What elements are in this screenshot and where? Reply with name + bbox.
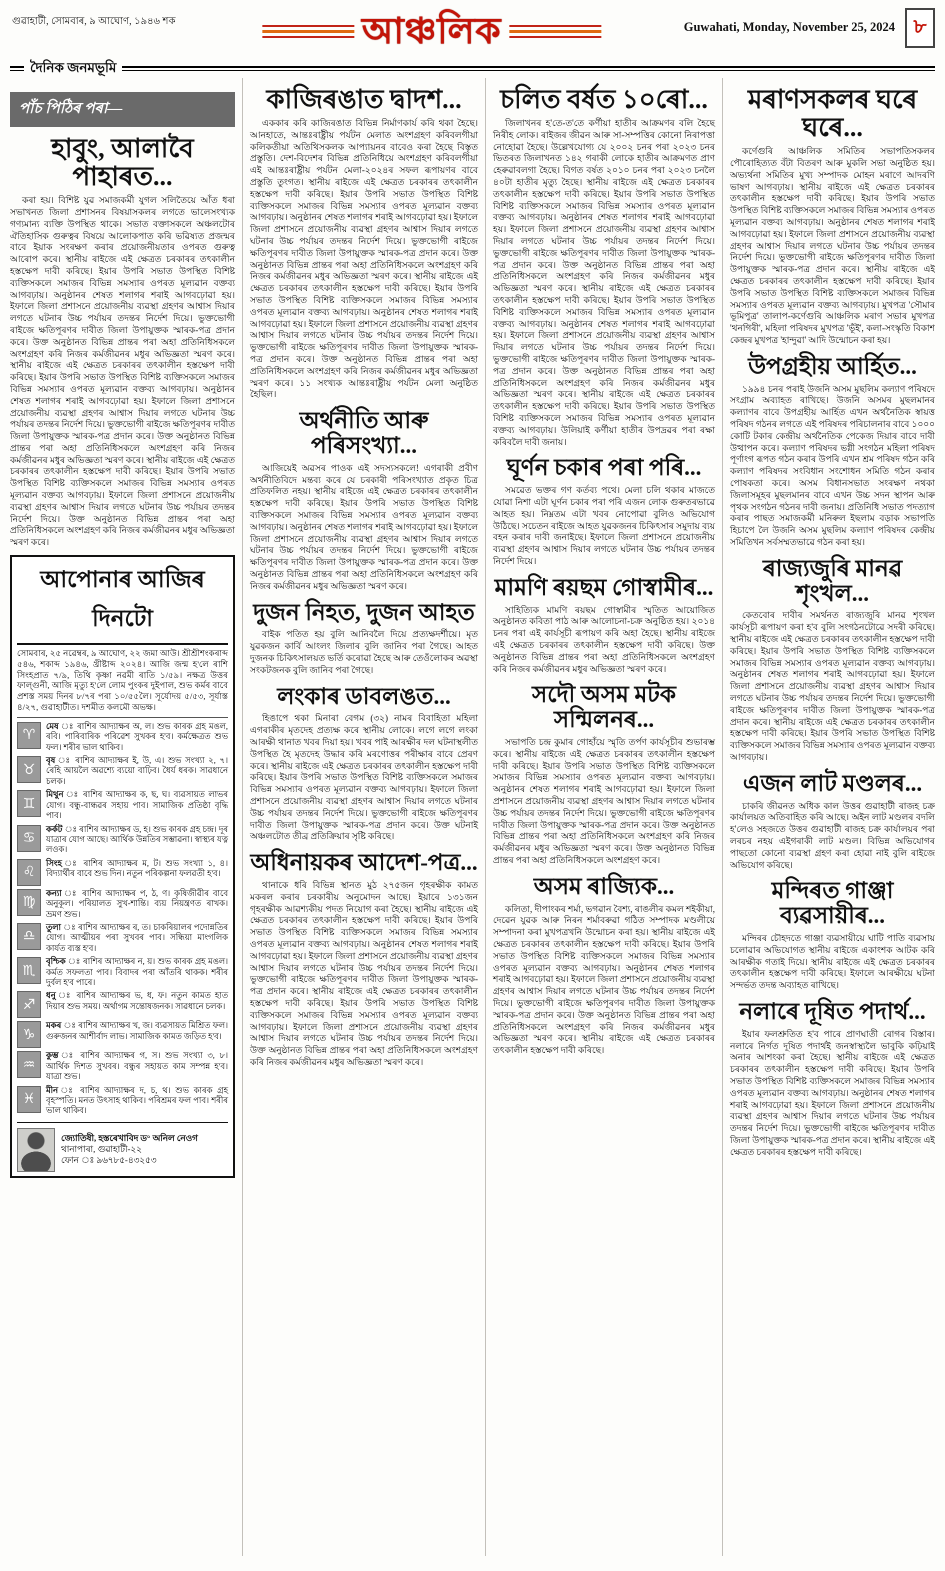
nameline-rule-right bbox=[122, 66, 935, 71]
zodiac-scorpio-icon: ♏ bbox=[17, 957, 41, 984]
article-kaziranga bbox=[250, 86, 478, 401]
article-human-chain bbox=[730, 557, 935, 764]
article-ferris-wheel bbox=[493, 456, 715, 567]
horoscope-sign-row bbox=[17, 923, 228, 954]
astrologer-name: জ্যোতিষী, হস্তৰেখাবিদ ড° অনিল নেওগ bbox=[61, 1133, 198, 1144]
zodiac-name: মেষ bbox=[46, 721, 59, 731]
article-body: কেতবোৰ দাবীৰ সমৰ্থনত ৰাজ্যজুৰি মানৱ শৃংখল কাৰ্যসূচী ৰূপায়ণ কৰা হ'ব বুলি সংগঠনটোৱে সদৰী কৰিছে। স্থানীয় ৰাইজে এই ক্ষেত্ৰত চৰকাৰৰ তৎকালীন হস্তক্ষেপ দাবী কৰিছে। ইয়াৰ উপৰি সভাত উপস্থিত বিশিষ্ট ব্যক্তিসকলে সমাজৰ বিভিন্ন সমস্যাৰ ওপৰত মূল্যৱান বক্তব্য আগবঢ়ায়। অনুষ্ঠানৰ শেষত শলাগৰ শৰাই আগবঢ়োৱা হয়। ইফালে জিলা প্ৰশাসনে প্ৰয়োজনীয় ব্যৱস্থা গ্ৰহণৰ আশ্বাস দিয়াৰ লগতে ঘটনাৰ উচ্চ পৰ্যায়ৰ তদন্তৰ নিৰ্দেশ দিয়ে। ভুক্তভোগী ৰাইজে ক্ষতিপূৰণৰ দাবীত জিলা উপায়ুক্তক স্মাৰক-পত্ৰ প্ৰদান কৰে। স্থানীয় ৰাইজে এই ক্ষেত্ৰত চৰকাৰৰ তৎকালীন হস্তক্ষেপ দাবী কৰিছে। ইয়াৰ উপৰি সভাত উপস্থিত বিশিষ্ট ব্যক্তিসকলে সমাজৰ বিভিন্ন সমস্যাৰ ওপৰত মূল্যৱান বক্তব্য আগবঢ়ায়। bbox=[730, 610, 935, 762]
article-headline: কাজিৰঙাত দ্বাদশ... bbox=[266, 85, 462, 114]
article-economy bbox=[250, 409, 478, 592]
nameline-rule-left bbox=[10, 66, 24, 71]
article-body: হিঙাপে থকা মিনাৰা বেগম (৩২) নামৰ বিবাহিতা মহিলা এগৰাকীৰ মৃতদেহ প্ৰত্যক্ষ কৰে স্থানীয় লোকে। লগে লগে লংকা আৰক্ষী থানাত খবৰ দিয়া হয়। খবৰ পাই আৰক্ষীৰ দল ঘটনাস্থলীত উপস্থিত হৈ মৃতদেহ উদ্ধাৰ কৰি মৰণোত্তৰ পৰীক্ষাৰ বাবে প্ৰেৰণ কৰে। স্থানীয় ৰাইজে এই ক্ষেত্ৰত চৰকাৰৰ তৎকালীন হস্তক্ষেপ দাবী কৰিছে। ইয়াৰ উপৰি সভাত উপস্থিত বিশিষ্ট ব্যক্তিসকলে সমাজৰ বিভিন্ন সমস্যাৰ ওপৰত মূল্যৱান বক্তব্য আগবঢ়ায়। ইফালে জিলা প্ৰশাসনে প্ৰয়োজনীয় ব্যৱস্থা গ্ৰহণৰ আশ্বাস দিয়াৰ লগতে ঘটনাৰ উচ্চ পৰ্যায়ৰ তদন্তৰ নিৰ্দেশ দিয়ে। ভুক্তভোগী ৰাইজে ক্ষতিপূৰণৰ দাবীত জিলা উপায়ুক্তক স্মাৰক-পত্ৰ প্ৰদান কৰে। উক্ত ঘটনাই অঞ্চলটোত তীব্ৰ প্ৰতিক্ৰিয়াৰ সৃষ্টি কৰিছে। bbox=[250, 713, 478, 842]
horoscope-sign-row bbox=[17, 1086, 228, 1117]
article-temple-ganja bbox=[730, 879, 935, 992]
horoscope-sign-row bbox=[17, 957, 228, 988]
zodiac-forecast: ঃ ৰাশিৰ আদ্যাক্ষৰ গ, স। শুভ সংখ্যা ৩, ৮। আৰ্থিক দিশত সুখবৰ। বন্ধুৰ সহায়ত কাম সম্পন্ন হ'ব। যাত্ৰা শুভ। bbox=[46, 1051, 228, 1082]
astrologer-address: থানাপাৰা, গুৱাহাটী-২২ bbox=[61, 1144, 142, 1155]
horoscope-sign-row bbox=[17, 756, 228, 787]
zodiac-name: বৃশ্চিক bbox=[46, 957, 66, 967]
zodiac-name: তুলা bbox=[46, 922, 61, 932]
astrologer-contact bbox=[17, 1122, 228, 1172]
astrologer-phone: ফোন ঃ ৯৬৭৮৫-৪৩২৫৩ bbox=[61, 1155, 157, 1166]
article-satellite-council bbox=[730, 355, 935, 549]
article-headline: অৰ্থনীতি আৰু পৰিসংখ্যা... bbox=[299, 408, 429, 459]
article-body: থানাকে ধৰি বিভিন্ন স্থানত মুঠ ২৭৫জন গৃহৰক্ষীক কামত মকৰল কৰাৰ চৰকাৰীয় অনুমোদন আছে। ইয়াৰে ১৩১জন গৃহৰক্ষীক আৱশ্যকীয় পদত নিয়োগ কৰা হৈছে। স্থানীয় ৰাইজে এই ক্ষেত্ৰত চৰকাৰৰ তৎকালীন হস্তক্ষেপ দাবী কৰিছে। ইয়াৰ উপৰি সভাত উপস্থিত বিশিষ্ট ব্যক্তিসকলে সমাজৰ বিভিন্ন সমস্যাৰ ওপৰত মূল্যৱান বক্তব্য আগবঢ়ায়। অনুষ্ঠানৰ শেষত শলাগৰ শৰাই আগবঢ়োৱা হয়। ইফালে জিলা প্ৰশাসনে প্ৰয়োজনীয় ব্যৱস্থা গ্ৰহণৰ আশ্বাস দিয়াৰ লগতে ঘটনাৰ উচ্চ পৰ্যায়ৰ তদন্তৰ নিৰ্দেশ দিয়ে। ভুক্তভোগী ৰাইজে ক্ষতিপূৰণৰ দাবীত জিলা উপায়ুক্তক স্মাৰক-পত্ৰ প্ৰদান কৰে। স্থানীয় ৰাইজে এই ক্ষেত্ৰত চৰকাৰৰ তৎকালীন হস্তক্ষেপ দাবী কৰিছে। ইয়াৰ উপৰি সভাত উপস্থিত বিশিষ্ট ব্যক্তিসকলে সমাজৰ বিভিন্ন সমস্যাৰ ওপৰত মূল্যৱান বক্তব্য আগবঢ়ায়। ইফালে জিলা প্ৰশাসনে প্ৰয়োজনীয় ব্যৱস্থা গ্ৰহণৰ আশ্বাস দিয়াৰ লগতে ঘটনাৰ উচ্চ পৰ্যায়ৰ তদন্তৰ নিৰ্দেশ দিয়ে। উক্ত অনুষ্ঠানত বিভিন্ন প্ৰান্তৰ পৰা অহা প্ৰতিনিধিসকলে অংশগ্ৰহণ কৰি নিজৰ কৰ্মজীৱনৰ মধুৰ অভিজ্ঞতা স্মৰণ কৰে। bbox=[250, 880, 478, 1068]
horoscope-title: আপোনাৰ আজিৰ দিনটো bbox=[17, 561, 228, 645]
zodiac-forecast: ঃ ৰাশিৰ আদ্যাক্ষৰ প, ঠ, ণ। কৃষিজীৱীৰ বাবে অনুকূল। পৰিয়ালত সুখ-শান্তি। ব্যয় নিয়ন্ত্ৰণত ৰাখক। ভ্ৰমণ শুভ। bbox=[46, 888, 228, 919]
continued-from-kicker: পাঁচ পিঠিৰ পৰা— bbox=[10, 92, 235, 127]
horoscope-sign-row bbox=[17, 1051, 228, 1082]
article-headline: লংকাৰ ডাবলঙত... bbox=[277, 683, 451, 709]
zodiac-forecast: ঃ ৰাশিৰ আদ্যাক্ষৰ ন, য়। শুভ কাৰক গ্ৰহ মঙল। কৰ্মত সফলতা পাব। বিবাদৰ পৰা আঁতৰি থাকক। শৰীৰ দুৰ্বল হ'ব পাৰে। bbox=[46, 957, 228, 987]
article-body: বাইক পতিত হয় বুলি আনিবলৈ দিয়ে প্ৰত্যক্ষদৰ্শীয়ে। মৃত যুৱকজন কাৰ্বি আংলং জিলাৰ বুলি জানিব পৰা গৈছে। আহত দুজনক চিকিৎসালয়ত ভৰ্তি কৰোৱা হৈছে আৰু তেওঁলোকৰ অৱস্থা সংকটজনক বুলি জানিব পৰা গৈছে। bbox=[250, 629, 478, 675]
article-headline: হাবুং, আলাবৈ পাহাৰত... bbox=[51, 134, 194, 192]
horoscope-sign-row bbox=[17, 790, 228, 821]
article-headline: চলিত বৰ্ষত ১০ৰো... bbox=[500, 85, 708, 114]
column-4 bbox=[723, 78, 935, 1556]
paper-name: দৈনিক জনমভূমি bbox=[30, 59, 117, 75]
article-moran bbox=[730, 86, 935, 347]
zodiac-name: মিথুন bbox=[46, 790, 64, 800]
zodiac-sagittarius-icon: ♐ bbox=[17, 991, 41, 1018]
article-drain-pollution bbox=[730, 1000, 935, 1159]
article-headline: ৰাজ্যজুৰি মানৱ শৃংখল... bbox=[762, 555, 903, 606]
dateline-english: Guwahati, Monday, November 25, 2024 bbox=[683, 20, 895, 34]
masthead-rule-left-icon bbox=[262, 25, 354, 38]
page-number-badge: ৮ bbox=[905, 8, 935, 48]
zodiac-cancer-icon: ♋ bbox=[17, 825, 41, 852]
article-headline: ঘূৰ্ণন চকাৰ পৰা পৰি... bbox=[506, 455, 702, 481]
article-assam-rajyik bbox=[493, 875, 715, 1057]
zodiac-virgo-icon: ♍ bbox=[17, 889, 41, 916]
article-headline: নলাৰে দূষিত পদাৰ্থ... bbox=[739, 998, 926, 1024]
article-body: সভাপতি চন্দ্ৰ কুমাৰ গোহাঁয়ে স্মৃতি তৰ্পণ কাৰ্যসূচীৰ শুভাৰম্ভ কৰে। স্থানীয় ৰাইজে এই ক্ষেত্ৰত চৰকাৰৰ তৎকালীন হস্তক্ষেপ দাবী কৰিছে। ইয়াৰ উপৰি সভাত উপস্থিত বিশিষ্ট ব্যক্তিসকলে সমাজৰ বিভিন্ন সমস্যাৰ ওপৰত মূল্যৱান বক্তব্য আগবঢ়ায়। অনুষ্ঠানৰ শেষত শলাগৰ শৰাই আগবঢ়োৱা হয়। ইফালে জিলা প্ৰশাসনে প্ৰয়োজনীয় ব্যৱস্থা গ্ৰহণৰ আশ্বাস দিয়াৰ লগতে ঘটনাৰ উচ্চ পৰ্যায়ৰ তদন্তৰ নিৰ্দেশ দিয়ে। ভুক্তভোগী ৰাইজে ক্ষতিপূৰণৰ দাবীত জিলা উপায়ুক্তক স্মাৰক-পত্ৰ প্ৰদান কৰে। উক্ত অনুষ্ঠানত বিভিন্ন প্ৰান্তৰ পৰা অহা প্ৰতিনিধিসকলে অংশগ্ৰহণ কৰি নিজৰ কৰ্মজীৱনৰ মধুৰ অভিজ্ঞতা স্মৰণ কৰে। উক্ত অনুষ্ঠানত বিভিন্ন প্ৰান্তৰ পৰা অহা প্ৰতিনিধিসকলে অংশগ্ৰহণ কৰে। bbox=[493, 737, 715, 866]
zodiac-forecast: ঃ ৰাশিৰ আদ্যাক্ষৰ অ, ল। শুভ কাৰক গ্ৰহ মঙল, ৰবি। পাৰিবাৰিক পৰিৱেশ সুখকৰ হ'ব। কৰ্মক্ষেত্ৰত শুভ ফল। শৰীৰ ভাল থাকিব। bbox=[46, 721, 228, 752]
zodiac-forecast: ঃ ৰাশিৰ আদ্যাক্ষৰ ড, হ। শুভ কাৰক গ্ৰহ চন্দ্ৰ। দূৰ যাত্ৰাৰ যোগ আছে। আৰ্থিক উন্নতিৰ সম্ভাৱনা। স্বাস্থ্যৰ যত্ন লওক। bbox=[46, 824, 228, 855]
article-matak-sanmilan bbox=[493, 683, 715, 866]
zodiac-name: বৃষ bbox=[46, 756, 56, 766]
zodiac-pisces-icon: ♓ bbox=[17, 1086, 41, 1113]
zodiac-taurus-icon: ♉ bbox=[17, 756, 41, 783]
article-headline: এজন লাট মণ্ডলৰ... bbox=[742, 770, 923, 796]
zodiac-name: ধনু bbox=[46, 991, 56, 1001]
horoscope-sign-row bbox=[17, 1021, 228, 1048]
article-lanka bbox=[250, 685, 478, 844]
article-body: জিলাখনৰ হ'তে-ত'তে কৰ্ণীয়া হাতীৰ আক্ৰমণৰ বলি হৈছে নিৰীহ লোক। ৰাইজৰ জীৱন আৰু সা-সম্পত্তিৰ কোনো নিৰাপত্তা নোহোৱা হৈছে। উল্লেখযোগ্য যে ২০০২ চনৰ পৰা ২০২৩ চনৰ ভিতৰত জিলাখনত ১৪২ গৰাকী লোকে হাতীৰ আক্ৰমণত প্ৰাণ হেৰুৱাবলগা হৈছে। বিগত বৰ্ষত ২০১০ চনৰ পৰা ২০২৩ চনলৈ ৪০টা হাতীৰ মৃত্যু হৈছে। স্থানীয় ৰাইজে এই ক্ষেত্ৰত চৰকাৰৰ তৎকালীন হস্তক্ষেপ দাবী কৰিছে। ইয়াৰ উপৰি সভাত উপস্থিত বিশিষ্ট ব্যক্তিসকলে সমাজৰ বিভিন্ন সমস্যাৰ ওপৰত মূল্যৱান বক্তব্য আগবঢ়ায়। অনুষ্ঠানৰ শেষত শলাগৰ শৰাই আগবঢ়োৱা হয়। ইফালে জিলা প্ৰশাসনে প্ৰয়োজনীয় ব্যৱস্থা গ্ৰহণৰ আশ্বাস দিয়াৰ লগতে ঘটনাৰ উচ্চ পৰ্যায়ৰ তদন্তৰ নিৰ্দেশ দিয়ে। ভুক্তভোগী ৰাইজে ক্ষতিপূৰণৰ দাবীত জিলা উপায়ুক্তক স্মাৰক-পত্ৰ প্ৰদান কৰে। উক্ত অনুষ্ঠানত বিভিন্ন প্ৰান্তৰ পৰা অহা প্ৰতিনিধিসকলে অংশগ্ৰহণ কৰি নিজৰ কৰ্মজীৱনৰ মধুৰ অভিজ্ঞতা স্মৰণ কৰে। স্থানীয় ৰাইজে এই ক্ষেত্ৰত চৰকাৰৰ তৎকালীন হস্তক্ষেপ দাবী কৰিছে। ইয়াৰ উপৰি সভাত উপস্থিত বিশিষ্ট ব্যক্তিসকলে সমাজৰ বিভিন্ন সমস্যাৰ ওপৰত মূল্যৱান বক্তব্য আগবঢ়ায়। অনুষ্ঠানৰ শেষত শলাগৰ শৰাই আগবঢ়োৱা হয়। ইফালে জিলা প্ৰশাসনে প্ৰয়োজনীয় ব্যৱস্থা গ্ৰহণৰ আশ্বাস দিয়াৰ লগতে ঘটনাৰ উচ্চ পৰ্যায়ৰ তদন্তৰ নিৰ্দেশ দিয়ে। ভুক্তভোগী ৰাইজে ক্ষতিপূৰণৰ দাবীত জিলা উপায়ুক্তক স্মাৰক-পত্ৰ প্ৰদান কৰে। উক্ত অনুষ্ঠানত বিভিন্ন প্ৰান্তৰ পৰা অহা প্ৰতিনিধিসকলে অংশগ্ৰহণ কৰি নিজৰ কৰ্মজীৱনৰ মধুৰ অভিজ্ঞতা স্মৰণ কৰে। স্থানীয় ৰাইজে এই ক্ষেত্ৰত চৰকাৰৰ তৎকালীন হস্তক্ষেপ দাবী কৰিছে। ইয়াৰ উপৰি সভাত উপস্থিত বিশিষ্ট ব্যক্তিসকলে সমাজৰ বিভিন্ন সমস্যাৰ ওপৰত মূল্যৱান বক্তব্য আগবঢ়ায়। উলিয়াই কৰ্ণীয়া হাতীৰ উপদ্ৰৱৰ পৰা ৰক্ষা কৰিবলৈ দাবী জনায়। bbox=[493, 118, 715, 447]
zodiac-aquarius-icon: ♒ bbox=[17, 1051, 41, 1078]
zodiac-forecast: ঃ ৰাশিৰ আদ্যাক্ষৰ ক, ছ, ঘ। ব্যৱসায়ত লাভৰ যোগ। বন্ধু-বান্ধৱৰ সহায় পাব। সামাজিক প্ৰতিষ্ঠা বৃদ্ধি পাব। bbox=[46, 790, 228, 821]
article-headline: সদৌ অসম মটক সন্মিলনৰ... bbox=[532, 682, 676, 733]
column-1 bbox=[10, 78, 243, 1556]
article-body: ১৯৯৪ চনৰ পৰাই উজনি অসম মুছলিম কল্যাণ পৰিষদে সংগ্ৰাম অব্যাহত ৰাখিছে। উজনি অসমৰ মুছলমানৰ কল্যাণৰ বাবে উপগ্ৰহীয় আৰ্হিত এখন অৰ্থনৈতিক স্বায়ত্ত পৰিষদ গঠনৰ লগতে এই পৰিষদৰ পৰিচালনাৰ বাবে ১০০০ কোটি টকাৰ কেন্দ্ৰীয় অৰ্থনৈতিক পেকেজ দিয়াৰ বাবে দাবী উত্থাপন কৰে। কল্যাণ পৰিষদৰ ভগ্নী সংগঠন মহিলা পৰিষদ পূৰ্ণাংগ ৰূপত গঠন কৰাৰ উপৰি এখন শ্ৰম পৰিষদ গঠন কৰি কল্যাণ পৰিষদৰ সংবিধান সংশোধন সমিতি গঠন কৰাৰ পোষকতা কৰে। অসম বিধানসভাত সংৰক্ষণ নথকা জিলাসমূহৰ মুছলমানৰ বাবে এখন উচ্চ সদন স্থাপন আৰু পৃথক সংগঠন গঠনৰ দাবী জনায়। প্ৰতিনিধি সভাত পদত্যাগ কৰাৰ পাছত সমাজকৰ্মী মনিৰুল ইছলাম বড়াক সভাপতি হিচাপে লৈ উজনি অসম মুছলিম কল্যাণ পৰিষদৰ কেন্দ্ৰীয় সমিতিখন সৰ্বসম্মতভাৱে গঠন কৰা হয়। bbox=[730, 383, 935, 547]
article-body: এককাৰ কৰি কাজিৰঙাত বিভিন্ন নিৰ্মাণকাৰ্য কৰি থকা হৈছে। আনহাতে, আন্তঃৰাষ্ট্ৰীয় পৰ্যটন মেলাত অংশগ্ৰহণ কৰিবলগীয়া কলিকতীয়া অতিথিসকলক আপ্যায়নৰ বাবেও কৰা হৈছে বিস্তৃত প্ৰস্তুতি। দেশ-বিদেশৰ বিভিন্ন প্ৰতিনিধিয়ে অংশগ্ৰহণ কৰিবলগীয়া এই আন্তঃৰাষ্ট্ৰীয় পৰ্যটন মেলা-২০২৪ৰ সফল ৰূপায়ণৰ বাবে প্ৰস্তুতি তুংগত। স্থানীয় ৰাইজে এই ক্ষেত্ৰত চৰকাৰৰ তৎকালীন হস্তক্ষেপ দাবী কৰিছে। ইয়াৰ উপৰি সভাত উপস্থিত বিশিষ্ট ব্যক্তিসকলে সমাজৰ বিভিন্ন সমস্যাৰ ওপৰত মূল্যৱান বক্তব্য আগবঢ়ায়। অনুষ্ঠানৰ শেষত শলাগৰ শৰাই আগবঢ়োৱা হয়। ইফালে জিলা প্ৰশাসনে প্ৰয়োজনীয় ব্যৱস্থা গ্ৰহণৰ আশ্বাস দিয়াৰ লগতে ঘটনাৰ উচ্চ পৰ্যায়ৰ তদন্তৰ নিৰ্দেশ দিয়ে। ভুক্তভোগী ৰাইজে ক্ষতিপূৰণৰ দাবীত জিলা উপায়ুক্তক স্মাৰক-পত্ৰ প্ৰদান কৰে। উক্ত অনুষ্ঠানত বিভিন্ন প্ৰান্তৰ পৰা অহা প্ৰতিনিধিসকলে অংশগ্ৰহণ কৰি নিজৰ কৰ্মজীৱনৰ মধুৰ অভিজ্ঞতা স্মৰণ কৰে। স্থানীয় ৰাইজে এই ক্ষেত্ৰত চৰকাৰৰ তৎকালীন হস্তক্ষেপ দাবী কৰিছে। ইয়াৰ উপৰি সভাত উপস্থিত বিশিষ্ট ব্যক্তিসকলে সমাজৰ বিভিন্ন সমস্যাৰ ওপৰত মূল্যৱান বক্তব্য আগবঢ়ায়। অনুষ্ঠানৰ শেষত শলাগৰ শৰাই আগবঢ়োৱা হয়। ইফালে জিলা প্ৰশাসনে প্ৰয়োজনীয় ব্যৱস্থা গ্ৰহণৰ আশ্বাস দিয়াৰ লগতে ঘটনাৰ উচ্চ পৰ্যায়ৰ তদন্তৰ নিৰ্দেশ দিয়ে। ভুক্তভোগী ৰাইজে ক্ষতিপূৰণৰ দাবীত জিলা উপায়ুক্তক স্মাৰক-পত্ৰ প্ৰদান কৰে। উক্ত অনুষ্ঠানত বিভিন্ন প্ৰান্তৰ পৰা অহা প্ৰতিনিধিসকলে অংশগ্ৰহণ কৰি নিজৰ কৰ্মজীৱনৰ মধুৰ অভিজ্ঞতা স্মৰণ কৰে। ১১ সংখ্যক আন্তঃৰাষ্ট্ৰীয় পৰ্যটন মেলা অনুষ্ঠিত হৈছিল। bbox=[250, 118, 478, 400]
zodiac-forecast: ঃ ৰাশিৰ আদ্যাক্ষৰ ম, ট। শুভ সংখ্যা ১, ৪। বিদ্যাৰ্থীৰ বাবে শুভ দিন। নতুন পৰিকল্পনা ফলৱতী হ'ব। bbox=[46, 858, 228, 879]
zodiac-name: কৰ্কট bbox=[46, 824, 63, 834]
article-lat-mandal bbox=[730, 772, 935, 872]
zodiac-aries-icon: ♈ bbox=[17, 722, 41, 749]
zodiac-name: মীন bbox=[46, 1085, 59, 1095]
article-habung bbox=[10, 135, 235, 549]
article-headline: মন্দিৰত গাঞ্জা ব্যৱসায়ীৰ... bbox=[771, 878, 894, 929]
page-header bbox=[10, 6, 935, 60]
zodiac-forecast: ঃ ৰাশিৰ আদ্যাক্ষৰ ই, উ, এ। শুভ সংখ্যা ২, ৭। ৰেহি আয়লৈ অৱশ্যে ব্যয়ো বাঢ়িব। ধৈৰ্য ধৰক। সাৱধানে চলক। bbox=[46, 756, 228, 786]
zodiac-forecast: ঃ ৰাশিৰ আদ্যাক্ষৰ ৰ, ত। চাকৰিয়ালৰ পদোন্নতিৰ যোগ। আত্মীয়ৰ পৰা সুখবৰ পাব। সন্ধিয়া মাংগলিক কাৰ্যত ব্যস্ত হ'ব। bbox=[46, 922, 228, 953]
column-2 bbox=[243, 78, 486, 1556]
zodiac-name: কুম্ভ bbox=[46, 1051, 59, 1061]
horoscope-sign-row bbox=[17, 859, 228, 886]
masthead-rule-right-icon bbox=[510, 25, 602, 38]
article-two-dead bbox=[250, 601, 478, 677]
zodiac-name: সিংহ bbox=[46, 858, 62, 868]
zodiac-name: মকৰ bbox=[46, 1021, 62, 1031]
zodiac-leo-icon: ♌ bbox=[17, 859, 41, 886]
article-headline: দুজন নিহত, দুজন আহত bbox=[253, 599, 475, 625]
article-body: চাকৰি জীৱনত অধিক কাল উত্তৰ গুৱাহাটী ৰাজহ চক্ৰ কাৰ্যালয়ত অতিবাহিত কৰি আছে। অইন লাট মণ্ডলৰ বদলি হ'লেও সহজতে উত্তৰ গুৱাহাটী ৰাজহ চক্ৰ কাৰ্যালয়ৰ পৰা লৰচৰ নহয় এইগৰাকী লাট মণ্ডল। বিভিন্ন অভিযোগৰ পাছতো কোনো ব্যৱস্থা গ্ৰহণ কৰা হোৱা নাই বুলি ৰাইজে অভিযোগ কৰিছে। bbox=[730, 800, 935, 870]
article-headline: মামণি ৰয়ছম গোস্বামীৰ... bbox=[494, 574, 714, 600]
article-body: আজিয়েই অৱসৰ পাওক এই সদস্যসকলে! এগৰাকী প্ৰবীণ অৰ্থনীতিবিদে মন্তব্য কৰে যে চৰকাৰী পৰিসংখ্যাত প্ৰকৃত চিত্ৰ প্ৰতিফলিত নহয়। স্থানীয় ৰাইজে এই ক্ষেত্ৰত চৰকাৰৰ তৎকালীন হস্তক্ষেপ দাবী কৰিছে। ইয়াৰ উপৰি সভাত উপস্থিত বিশিষ্ট ব্যক্তিসকলে সমাজৰ বিভিন্ন সমস্যাৰ ওপৰত মূল্যৱান বক্তব্য আগবঢ়ায়। অনুষ্ঠানৰ শেষত শলাগৰ শৰাই আগবঢ়োৱা হয়। ইফালে জিলা প্ৰশাসনে প্ৰয়োজনীয় ব্যৱস্থা গ্ৰহণৰ আশ্বাস দিয়াৰ লগতে ঘটনাৰ উচ্চ পৰ্যায়ৰ তদন্তৰ নিৰ্দেশ দিয়ে। ভুক্তভোগী ৰাইজে ক্ষতিপূৰণৰ দাবীত জিলা উপায়ুক্তক স্মাৰক-পত্ৰ প্ৰদান কৰে। উক্ত অনুষ্ঠানত বিভিন্ন প্ৰান্তৰ পৰা অহা প্ৰতিনিধিসকলে অংশগ্ৰহণ কৰি নিজৰ কৰ্মজীৱনৰ মধুৰ অভিজ্ঞতা স্মৰণ কৰে। bbox=[250, 462, 478, 591]
article-headline: অসম ৰাজ্যিক... bbox=[533, 873, 675, 899]
article-body: সমৱেত ভক্তৰ গণ কৰ্তব্য পথে। মেলা চলি থকাৰ মাজতে যোৱা নিশা এটা ঘূৰ্ণন চকাৰ পৰা পৰি এজন লোক গুৰুতৰভাৱে আহত হয়। নিম্নতম এটা খবৰ নোপোৱা বুলিও অভিযোগ উঠিছে। সচেতন ৰাইজে আহত যুৱকজনৰ চিকিৎসাৰ সমুদায় ব্যয় বহন কৰাৰ দাবী জনাইছে। ইফালে জিলা প্ৰশাসনে প্ৰয়োজনীয় ব্যৱস্থা গ্ৰহণৰ আশ্বাস দিয়াৰ লগতে ঘটনাৰ উচ্চ পৰ্যায়ৰ তদন্তৰ নিৰ্দেশ দিয়ে। bbox=[493, 485, 715, 566]
masthead bbox=[262, 12, 602, 50]
article-mamoni-goswami bbox=[493, 576, 715, 676]
zodiac-name: কন্যা bbox=[46, 888, 62, 898]
column-grid bbox=[10, 78, 935, 1556]
horoscope-intro: সোমবাৰ, ২৫ নৱেম্বৰ, ৯ আঘোণ, ২২ জমা আউ। শ্ৰীশ্ৰীশংকৰাব্দ ৫৪৬, শকাব্দ ১৯৪৬, খ্ৰীষ্টাব্দ ২০২৪। আজি জন্ম হ'লে ৰাশি সিংহপ্ৰাত ৭/৯, তিথি কৃষ্ণা নৱমী ৰাতি ১/৫৯। নক্ষত্ৰ উত্তৰ ফাল্গুনী, আজি মৃত্যু হ'লে লোম পুংকৰ দুইপাল, শুভ কৰ্মৰ বাবে প্ৰশস্ত সময় দিনৰ ৮/৭ৰ পৰা ১০/৫৫লৈ। সূৰ্যোদয় ৫/৫৩, সূৰ্যাস্ত ৪/২৭, গুৱাহাটীত। দশমীত কলমৌ অভক্ষ। bbox=[17, 648, 228, 718]
article-elephant-deaths bbox=[493, 86, 715, 448]
zodiac-libra-icon: ♎ bbox=[17, 923, 41, 950]
astrologer-photo bbox=[17, 1128, 55, 1172]
article-headline: অধিনায়কৰ আদেশ-পত্ৰ... bbox=[250, 850, 478, 876]
zodiac-capricorn-icon: ♑ bbox=[17, 1021, 41, 1048]
masthead-title: আঞ্চলিক bbox=[361, 11, 502, 51]
zodiac-forecast: ঃ ৰাশিৰ আদ্যাক্ষৰ খ, জ। ব্যৱসায়ত মিশ্ৰিত ফল। গুৰুজনৰ আশীৰ্বাদ লাভ। সামাজিক কামত জড়িত হ'ব। bbox=[46, 1021, 228, 1041]
zodiac-forecast: ঃ ৰাশিৰ আদ্যাক্ষৰ দ, চ, থ। শুভ কাৰক গ্ৰহ বৃহস্পতি। মনত উৎসাহ থাকিব। পৰিশ্ৰমৰ ফল পাব। শৰীৰ ভাল থাকিব। bbox=[46, 1085, 228, 1116]
article-body: কলিতা, দীপাংকৰ শৰ্মা, ভগৱান বৈশ্য, ৰাঙলীৰ কমল শইকীয়া, দেৱেন যুৱক আৰু নিৰন শৰ্মাবৰুৱা গঠিত সম্পাদক মণ্ডলীয়ে সম্পাদনা কৰা মুখপত্ৰখনি উন্মোচন কৰা হয়। স্থানীয় ৰাইজে এই ক্ষেত্ৰত চৰকাৰৰ তৎকালীন হস্তক্ষেপ দাবী কৰিছে। ইয়াৰ উপৰি সভাত উপস্থিত বিশিষ্ট ব্যক্তিসকলে সমাজৰ বিভিন্ন সমস্যাৰ ওপৰত মূল্যৱান বক্তব্য আগবঢ়ায়। অনুষ্ঠানৰ শেষত শলাগৰ শৰাই আগবঢ়োৱা হয়। ইফালে জিলা প্ৰশাসনে প্ৰয়োজনীয় ব্যৱস্থা গ্ৰহণৰ আশ্বাস দিয়াৰ লগতে ঘটনাৰ উচ্চ পৰ্যায়ৰ তদন্তৰ নিৰ্দেশ দিয়ে। ভুক্তভোগী ৰাইজে ক্ষতিপূৰণৰ দাবীত জিলা উপায়ুক্তক স্মাৰক-পত্ৰ প্ৰদান কৰে। উক্ত অনুষ্ঠানত বিভিন্ন প্ৰান্তৰ পৰা অহা প্ৰতিনিধিসকলে অংশগ্ৰহণ কৰি নিজৰ কৰ্মজীৱনৰ মধুৰ অভিজ্ঞতা স্মৰণ কৰে। স্থানীয় ৰাইজে এই ক্ষেত্ৰত চৰকাৰৰ তৎকালীন হস্তক্ষেপ দাবী কৰিছে। bbox=[493, 903, 715, 1056]
article-body: কৰা হয়। বিশিষ্ট যুৱ সমাজকৰ্মী যুগল সলিতৈয়ে আঁত ধৰা সভাখনত জিলা প্ৰশাসনৰ বিষয়াসকলৰ লগতে ভালেসংখ্যক গণ্যমান্য ব্যক্তি উপস্থিত থাকে। সভাত বক্তাসকলে অঞ্চলটোৰ ঐতিহাসিক গুৰুত্বৰ বিষয়ে আলোকপাত কৰি ভৱিষ্যত প্ৰজন্মৰ বাবে ইয়াক সংৰক্ষণ কৰাৰ প্ৰয়োজনীয়তাৰ ওপৰত গুৰুত্ব আৰোপ কৰে। স্থানীয় ৰাইজে এই ক্ষেত্ৰত চৰকাৰৰ তৎকালীন হস্তক্ষেপ দাবী কৰিছে। ইয়াৰ উপৰি সভাত উপস্থিত বিশিষ্ট ব্যক্তিসকলে সমাজৰ বিভিন্ন সমস্যাৰ ওপৰত মূল্যৱান বক্তব্য আগবঢ়ায়। অনুষ্ঠানৰ শেষত শলাগৰ শৰাই আগবঢ়োৱা হয়। ইফালে জিলা প্ৰশাসনে প্ৰয়োজনীয় ব্যৱস্থা গ্ৰহণৰ আশ্বাস দিয়াৰ লগতে ঘটনাৰ উচ্চ পৰ্যায়ৰ তদন্তৰ নিৰ্দেশ দিয়ে। ভুক্তভোগী ৰাইজে ক্ষতিপূৰণৰ দাবীত জিলা উপায়ুক্তক স্মাৰক-পত্ৰ প্ৰদান কৰে। উক্ত অনুষ্ঠানত বিভিন্ন প্ৰান্তৰ পৰা অহা প্ৰতিনিধিসকলে অংশগ্ৰহণ কৰি নিজৰ কৰ্মজীৱনৰ মধুৰ অভিজ্ঞতা স্মৰণ কৰে। স্থানীয় ৰাইজে এই ক্ষেত্ৰত চৰকাৰৰ তৎকালীন হস্তক্ষেপ দাবী কৰিছে। ইয়াৰ উপৰি সভাত উপস্থিত বিশিষ্ট ব্যক্তিসকলে সমাজৰ বিভিন্ন সমস্যাৰ ওপৰত মূল্যৱান বক্তব্য আগবঢ়ায়। অনুষ্ঠানৰ শেষত শলাগৰ শৰাই আগবঢ়োৱা হয়। ইফালে জিলা প্ৰশাসনে প্ৰয়োজনীয় ব্যৱস্থা গ্ৰহণৰ আশ্বাস দিয়াৰ লগতে ঘটনাৰ উচ্চ পৰ্যায়ৰ তদন্তৰ নিৰ্দেশ দিয়ে। ভুক্তভোগী ৰাইজে ক্ষতিপূৰণৰ দাবীত জিলা উপায়ুক্তক স্মাৰক-পত্ৰ প্ৰদান কৰে। উক্ত অনুষ্ঠানত বিভিন্ন প্ৰান্তৰ পৰা অহা প্ৰতিনিধিসকলে অংশগ্ৰহণ কৰি নিজৰ কৰ্মজীৱনৰ মধুৰ অভিজ্ঞতা স্মৰণ কৰে। স্থানীয় ৰাইজে এই ক্ষেত্ৰত চৰকাৰৰ তৎকালীন হস্তক্ষেপ দাবী কৰিছে। ইয়াৰ উপৰি সভাত উপস্থিত বিশিষ্ট ব্যক্তিসকলে সমাজৰ বিভিন্ন সমস্যাৰ ওপৰত মূল্যৱান বক্তব্য আগবঢ়ায়। ইফালে জিলা প্ৰশাসনে প্ৰয়োজনীয় ব্যৱস্থা গ্ৰহণৰ আশ্বাস দিয়াৰ লগতে ঘটনাৰ উচ্চ পৰ্যায়ৰ তদন্তৰ নিৰ্দেশ দিয়ে। উক্ত অনুষ্ঠানত বিভিন্ন প্ৰান্তৰ পৰা অহা প্ৰতিনিধিসকলে অংশগ্ৰহণ কৰি নিজৰ কৰ্মজীৱনৰ মধুৰ অভিজ্ঞতা স্মৰণ কৰে। bbox=[10, 195, 235, 548]
zodiac-forecast: ঃ ৰাশিৰ আদ্যাক্ষৰ ভ, ধ, ফ। নতুন কামত হাত দিয়াৰ শুভ সময়। অৰ্থাগম সন্তোষজনক। সাৱধানে চলক। bbox=[46, 991, 228, 1011]
horoscope-box bbox=[10, 555, 235, 1178]
article-body: সাহিত্যিক মামণি ৰয়ছম গোস্বামীৰ স্মৃতিত আয়োজিত অনুষ্ঠানত কবিতা পাঠ আৰু আলোচনা-চক্ৰ অনুষ্ঠিত হয়। ২০১৪ চনৰ পৰা এই কাৰ্যসূচী ৰূপায়ণ কৰি অহা হৈছে। স্থানীয় ৰাইজে এই ক্ষেত্ৰত চৰকাৰৰ তৎকালীন হস্তক্ষেপ দাবী কৰিছে। উক্ত অনুষ্ঠানত বিভিন্ন প্ৰান্তৰ পৰা অহা প্ৰতিনিধিসকলে অংশগ্ৰহণ কৰি নিজৰ কৰ্মজীৱনৰ মধুৰ অভিজ্ঞতা স্মৰণ কৰে। bbox=[493, 604, 715, 674]
horoscope-sign-row bbox=[17, 889, 228, 920]
dateline-assamese: গুৱাহাটী, সোমবাৰ, ৯ আঘোণ, ১৯৪৬ শক bbox=[12, 16, 176, 27]
article-order-letter bbox=[250, 851, 478, 1069]
zodiac-gemini-icon: ♊ bbox=[17, 790, 41, 817]
horoscope-sign-row bbox=[17, 991, 228, 1018]
horoscope-sign-row bbox=[17, 825, 228, 856]
article-body: কৰ্ণেগুৰি আঞ্চলিক সমিতিৰ সভাপতিসকলৰ পৌৰোহিত্যত বঁটা বিতৰণ আৰু মুকলি সভা অনুষ্ঠিত হয়। অভ্যৰ্থনা সমিতিৰ মুখ্য সম্পাদক মোহন মৰাণে আদৰণি ভাষণ আগবঢ়ায়। স্থানীয় ৰাইজে এই ক্ষেত্ৰত চৰকাৰৰ তৎকালীন হস্তক্ষেপ দাবী কৰিছে। ইয়াৰ উপৰি সভাত উপস্থিত বিশিষ্ট ব্যক্তিসকলে সমাজৰ বিভিন্ন সমস্যাৰ ওপৰত মূল্যৱান বক্তব্য আগবঢ়ায়। অনুষ্ঠানৰ শেষত শলাগৰ শৰাই আগবঢ়োৱা হয়। ইফালে জিলা প্ৰশাসনে প্ৰয়োজনীয় ব্যৱস্থা গ্ৰহণৰ আশ্বাস দিয়াৰ লগতে ঘটনাৰ উচ্চ পৰ্যায়ৰ তদন্তৰ নিৰ্দেশ দিয়ে। ভুক্তভোগী ৰাইজে ক্ষতিপূৰণৰ দাবীত জিলা উপায়ুক্তক স্মাৰক-পত্ৰ প্ৰদান কৰে। স্থানীয় ৰাইজে এই ক্ষেত্ৰত চৰকাৰৰ তৎকালীন হস্তক্ষেপ দাবী কৰিছে। ইয়াৰ উপৰি সভাত উপস্থিত বিশিষ্ট ব্যক্তিসকলে সমাজৰ বিভিন্ন সমস্যাৰ ওপৰত মূল্যৱান বক্তব্য আগবঢ়ায়। মুখপত্ৰ 'সৌমাৰ ভূমিপুত্ৰ' তালাপ-কৰ্ণেগুৰি আঞ্চলিক মৰাণ সভাৰ মুখপত্ৰ 'থনগিৰী', মহিলা পৰিষদৰ মুখপত্ৰ 'ভূঁই', কলা-সংস্কৃতি বিকাশ কেন্দ্ৰৰ মুখপত্ৰ 'হান্দুৱা' আদি উন্মোচন কৰা হয়। bbox=[730, 146, 935, 345]
header-right bbox=[684, 8, 935, 48]
article-body: মন্দিৰৰ চৌহদতে গাঞ্জা ব্যৱসায়ীয়ে ঘাটি পাতি ব্যৱসায় চলোৱাৰ অভিযোগত স্থানীয় ৰাইজে একাংশক আটক কৰি আৰক্ষীক গতাই দিয়ে। স্থানীয় ৰাইজে এই ক্ষেত্ৰত চৰকাৰৰ তৎকালীন হস্তক্ষেপ দাবী কৰিছে। ইফালে আৰক্ষীয়ে ঘটনা সন্দৰ্ভত তদন্ত অব্যাহত ৰাখিছে। bbox=[730, 932, 935, 991]
article-body: ইয়াৰ ফলশ্ৰুতিত হ'ব পাৰে প্ৰাণঘাতী ৰোগৰ বিস্তাৰ। নলাৰে নিৰ্গত দূষিত পদাৰ্থই জনস্বাস্থ্যলৈ ভাবুকি কঢ়িয়াই অনাৰ আশংকা কৰা হৈছে। স্থানীয় ৰাইজে এই ক্ষেত্ৰত চৰকাৰৰ তৎকালীন হস্তক্ষেপ দাবী কৰিছে। ইয়াৰ উপৰি সভাত উপস্থিত বিশিষ্ট ব্যক্তিসকলে সমাজৰ বিভিন্ন সমস্যাৰ ওপৰত মূল্যৱান বক্তব্য আগবঢ়ায়। অনুষ্ঠানৰ শেষত শলাগৰ শৰাই আগবঢ়োৱা হয়। ইফালে জিলা প্ৰশাসনে প্ৰয়োজনীয় ব্যৱস্থা গ্ৰহণৰ আশ্বাস দিয়াৰ লগতে ঘটনাৰ উচ্চ পৰ্যায়ৰ তদন্তৰ নিৰ্দেশ দিয়ে। ভুক্তভোগী ৰাইজে ক্ষতিপূৰণৰ দাবীত জিলা উপায়ুক্তক স্মাৰক-পত্ৰ প্ৰদান কৰে। স্থানীয় ৰাইজে এই ক্ষেত্ৰত চৰকাৰৰ হস্তক্ষেপ দাবী কৰিছে। bbox=[730, 1028, 935, 1157]
article-headline: মৰাণসকলৰ ঘৰে ঘৰে... bbox=[747, 85, 918, 143]
column-3 bbox=[486, 78, 723, 1556]
astrologer-contact-lines bbox=[61, 1133, 198, 1166]
paper-nameline bbox=[10, 60, 935, 76]
article-headline: উপগ্ৰহীয় আৰ্হিত... bbox=[748, 353, 917, 379]
horoscope-sign-row bbox=[17, 722, 228, 753]
